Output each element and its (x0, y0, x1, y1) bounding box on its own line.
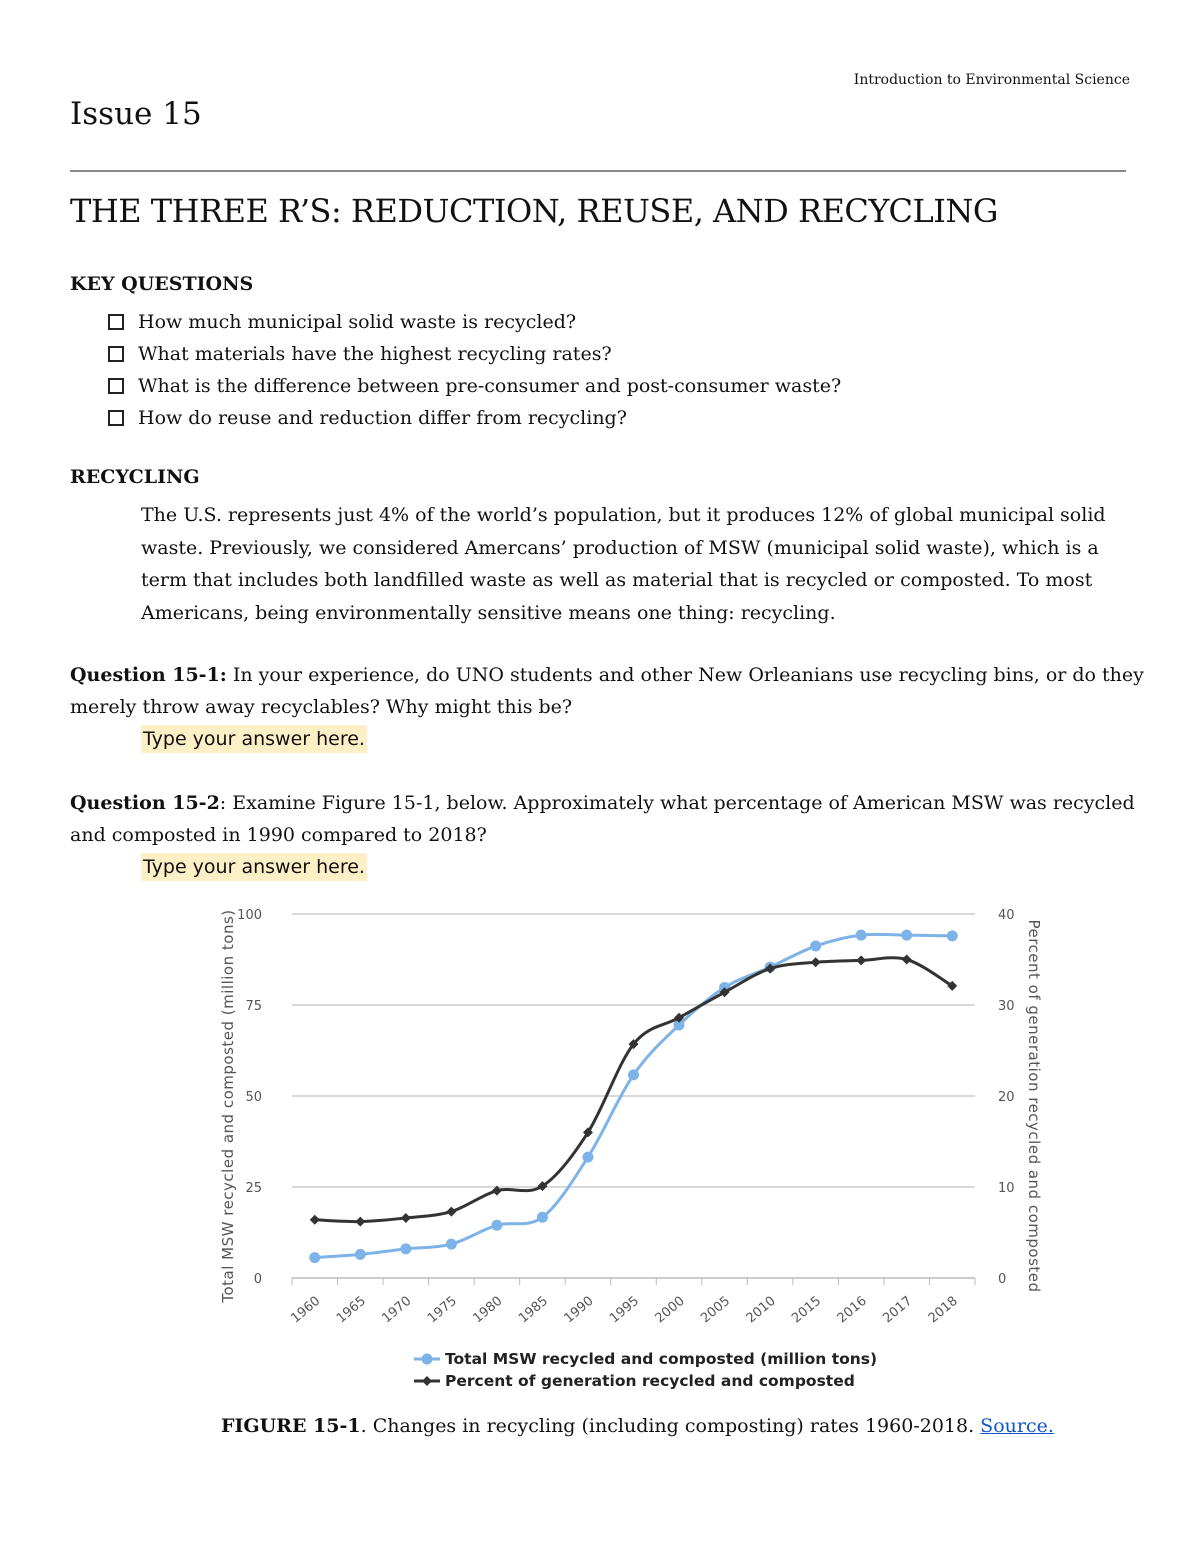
legend-marker (422, 1376, 432, 1386)
key-question-text: How do reuse and reduction differ from recycling? (138, 407, 627, 429)
data-point-tons (309, 1252, 320, 1263)
source-link[interactable]: Source. (980, 1415, 1054, 1437)
legend-label: Total MSW recycled and composted (million tons) (445, 1350, 878, 1368)
key-question-text: How much municipal solid waste is recycled? (138, 311, 577, 333)
figure-caption (221, 1415, 1054, 1437)
x-tick-label: 2005 (698, 1293, 734, 1327)
x-tick-label: 2017 (880, 1293, 916, 1327)
data-point-percent (446, 1207, 456, 1217)
caption-text: . Changes in recycling (including composting) rates 1960-2018. (360, 1415, 981, 1437)
y2-tick-label: 10 (998, 1181, 1015, 1196)
data-point-tons (810, 941, 821, 952)
data-point-tons (491, 1220, 502, 1231)
question-15-2 (70, 787, 1150, 851)
data-point-percent (355, 1217, 365, 1227)
x-tick-label: 2015 (789, 1293, 825, 1327)
data-point-tons (400, 1243, 411, 1254)
data-point-percent (310, 1215, 320, 1225)
y-tick-label: 100 (237, 908, 262, 923)
y-axis-title: Total MSW recycled and composted (million tons) (219, 909, 237, 1303)
header-divider (70, 170, 1126, 172)
question-text: : Examine Figure 15-1, below. Approximately what percentage of American MSW was recycled and composted in 1990 compared to 2018? (70, 792, 1135, 846)
checkbox-icon[interactable] (108, 346, 124, 362)
key-questions-heading: KEY QUESTIONS (70, 273, 254, 295)
question-label: Question 15-1: (70, 664, 227, 686)
data-point-percent (401, 1213, 411, 1223)
key-questions-list (108, 306, 841, 434)
list-item (108, 402, 841, 434)
x-tick-label: 1960 (288, 1293, 324, 1327)
list-item (108, 306, 841, 338)
y-tick-label: 0 (253, 1272, 262, 1287)
x-tick-label: 1975 (424, 1293, 460, 1327)
question-15-1 (70, 659, 1150, 723)
data-point-tons (947, 930, 958, 941)
page-title: THE THREE R’S: REDUCTION, REUSE, AND RECYCLING (70, 192, 998, 230)
recycling-chart (200, 890, 1060, 1405)
checkbox-icon[interactable] (108, 410, 124, 426)
checkbox-icon[interactable] (108, 378, 124, 394)
x-tick-label: 2016 (834, 1293, 870, 1327)
series-line-2 (315, 958, 952, 1222)
legend-marker (422, 1354, 433, 1365)
data-point-tons (901, 930, 912, 941)
data-point-tons (856, 930, 867, 941)
question-label: Question 15-2 (70, 792, 220, 814)
x-tick-label: 1965 (333, 1293, 369, 1327)
issue-number: Issue 15 (70, 96, 202, 132)
y2-tick-label: 0 (998, 1272, 1007, 1287)
data-point-tons (446, 1239, 457, 1250)
recycling-heading: RECYCLING (70, 466, 200, 488)
x-tick-label: 1995 (607, 1293, 643, 1327)
y-tick-label: 25 (245, 1181, 262, 1196)
x-tick-label: 1970 (379, 1293, 415, 1327)
list-item (108, 370, 841, 402)
data-point-tons (537, 1212, 548, 1223)
question-text: In your experience, do UNO students and other New Orleanians use recycling bins, or do they merely throw away recyclables? Why might this be? (70, 664, 1144, 718)
course-header: Introduction to Environmental Science (853, 72, 1130, 88)
data-point-tons (582, 1152, 593, 1163)
key-question-text: What is the difference between pre-consumer and post-consumer waste? (138, 375, 842, 397)
data-point-percent (811, 957, 821, 967)
x-tick-label: 2000 (652, 1293, 688, 1327)
legend-label: Percent of generation recycled and composted (445, 1372, 855, 1390)
x-tick-label: 1990 (561, 1293, 597, 1327)
x-tick-label: 2010 (743, 1293, 779, 1327)
y-tick-label: 75 (245, 999, 262, 1014)
x-tick-label: 1980 (470, 1293, 506, 1327)
data-point-tons (355, 1249, 366, 1260)
answer-field-15-2[interactable]: Type your answer here. (141, 853, 367, 881)
data-point-percent (902, 955, 912, 965)
recycling-paragraph: The U.S. represents just 4% of the world’s population, but it produces 12% of global municipal solid waste. Previously, we considered Amercans’ production of MSW (municipal solid waste), which is a term that includes both landfilled waste as well as material that is recycled or composted. To most Americans, being environmentally sensitive means one thing: recycling. (141, 504, 1106, 624)
figure-label: FIGURE 15-1 (221, 1415, 361, 1437)
y2-tick-label: 30 (998, 999, 1015, 1014)
data-point-percent (856, 955, 866, 965)
checkbox-icon[interactable] (108, 314, 124, 330)
y2-tick-label: 40 (998, 908, 1015, 923)
y-tick-label: 50 (245, 1090, 262, 1105)
y2-axis-title: Percent of generation recycled and composted (1025, 919, 1043, 1293)
x-tick-label: 2018 (925, 1293, 961, 1327)
x-tick-label: 1985 (516, 1293, 552, 1327)
key-question-text: What materials have the highest recycling rates? (138, 343, 612, 365)
list-item (108, 338, 841, 370)
data-point-tons (628, 1069, 639, 1080)
answer-field-15-1[interactable]: Type your answer here. (141, 725, 367, 753)
y2-tick-label: 20 (998, 1090, 1015, 1105)
